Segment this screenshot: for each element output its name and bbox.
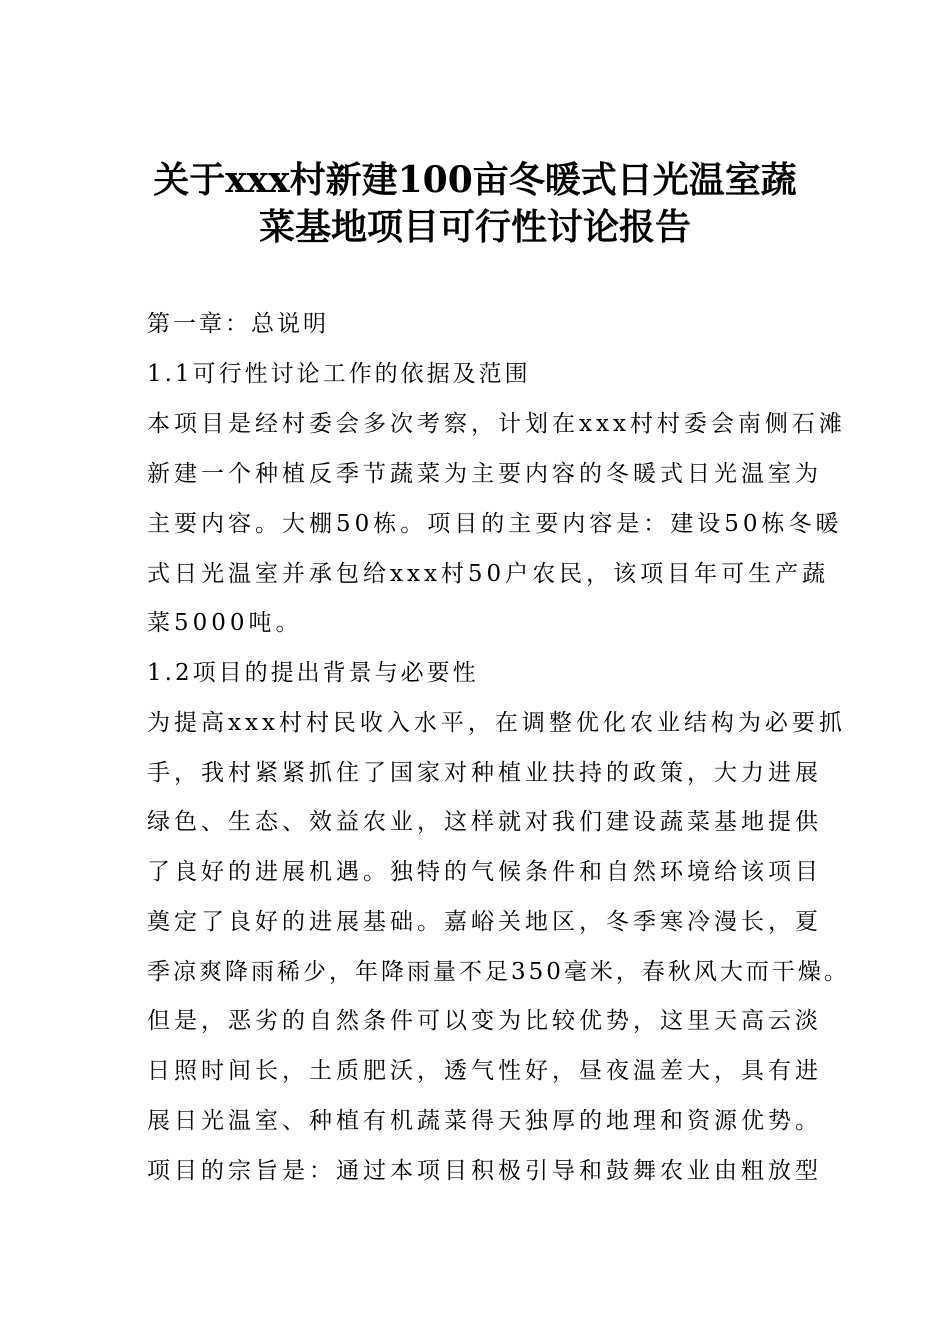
paragraph-line: 项目的宗旨是：通过本项目积极引导和鼓舞农业由粗放型: [147, 1158, 822, 1184]
section-heading-1-2: 1.2项目的提出背景与必要性: [147, 660, 479, 686]
paragraph-line: 为提高xxx村村民收入水平，在调整优化农业结构为必要抓: [147, 710, 846, 736]
paragraph-line: 展日光温室、种植有机蔬菜得天独厚的地理和资源优势。: [147, 1108, 822, 1134]
chapter-heading: 第一章：总说明: [147, 311, 329, 337]
paragraph-line: 式日光温室并承包给xxx村50户农民，该项目年可生产蔬: [147, 561, 830, 587]
paragraph-line: 日照时间长，土质肥沃，透气性好，昼夜温差大，具有进: [147, 1058, 822, 1084]
paragraph-line: 但是，恶劣的自然条件可以变为比较优势，这里天高云淡: [147, 1008, 822, 1034]
paragraph-line: 手，我村紧紧抓住了国家对种植业扶持的政策，大力进展: [147, 760, 822, 786]
paragraph-line: 本项目是经村委会多次考察，计划在xxx村村委会南侧石滩: [147, 411, 846, 437]
paragraph-line: 绿色、生态、效益农业，这样就对我们建设蔬菜基地提供: [147, 809, 822, 835]
document-title-line-2: 菜基地项目可行性讨论报告: [258, 206, 691, 248]
paragraph-line: 菜5000吨。: [147, 610, 303, 636]
paragraph-line: 季凉爽降雨稀少，年降雨量不足350毫米，春秋风大而干燥。: [147, 959, 850, 985]
paragraph-line: 主要内容。大棚50栋。项目的主要内容是：建设50栋冬暖: [147, 511, 843, 537]
paragraph-line: 奠定了良好的进展基础。嘉峪关地区，冬季寒冷漫长，夏: [147, 909, 822, 935]
document-title-line-1: 关于xxx村新建100亩冬暖式日光温室蔬: [153, 159, 797, 201]
section-heading-1-1: 1.1可行性讨论工作的依据及范围: [147, 361, 531, 387]
paragraph-line: 新建一个种植反季节蔬菜为主要内容的冬暖式日光温室为: [147, 461, 822, 487]
paragraph-line: 了良好的进展机遇。独特的气候条件和自然环境给该项目: [147, 859, 822, 885]
